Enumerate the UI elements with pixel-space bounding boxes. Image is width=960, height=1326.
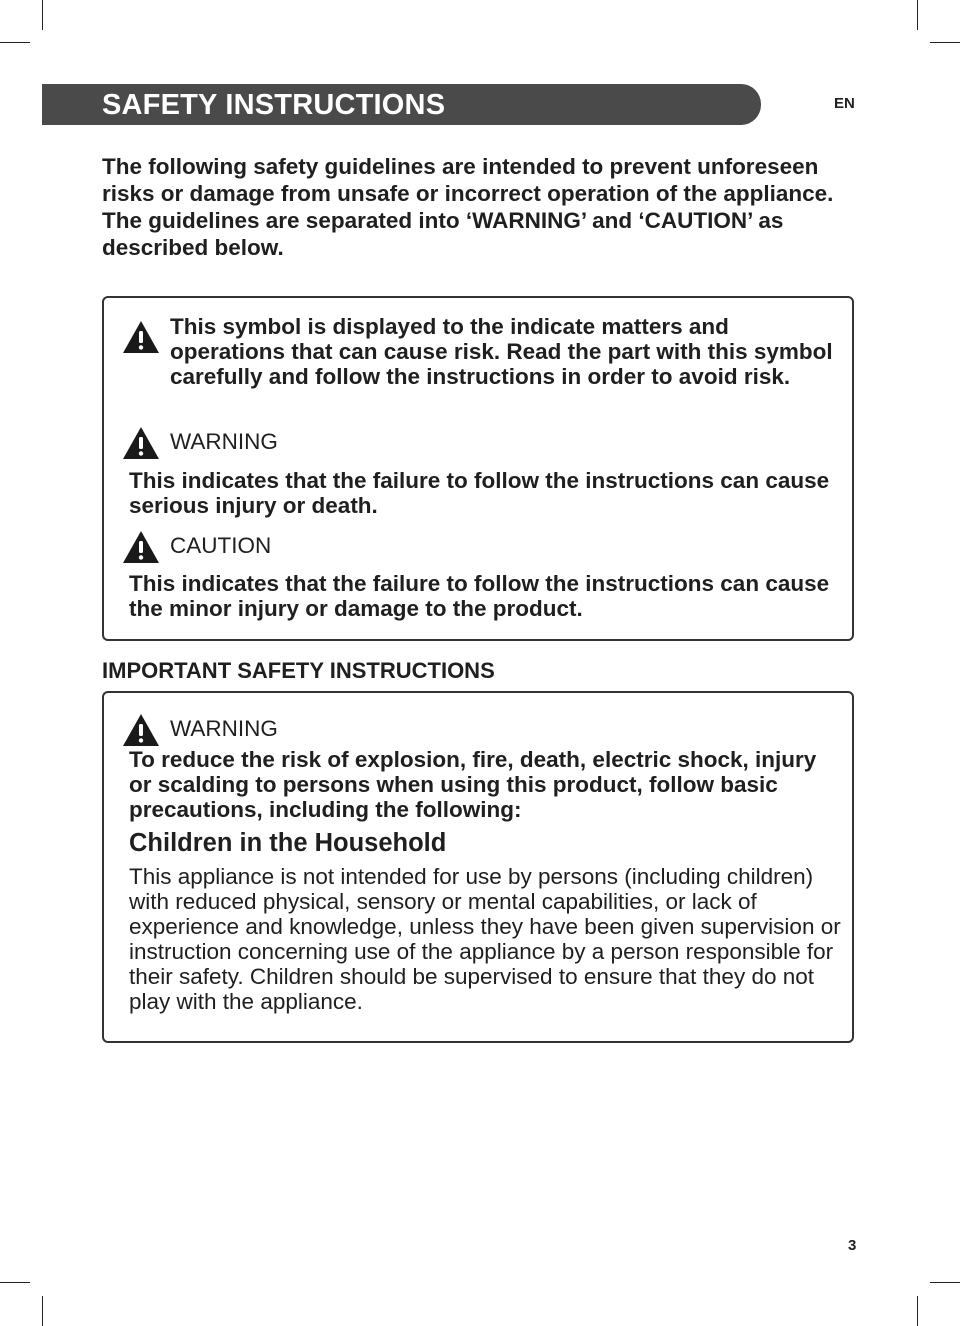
crop-mark: [42, 0, 43, 30]
warning-triangle-icon: [122, 713, 160, 747]
important-warning-box: [102, 691, 854, 1043]
warning-triangle-icon: [122, 320, 160, 354]
caution-label: CAUTION: [170, 533, 272, 558]
intro-text: [102, 153, 862, 261]
warning-triangle-icon: [122, 530, 160, 564]
symbol-description: This symbol is displayed to the indicate matters and operations that can cause risk. Read the part with this symbol carefully and follow the instructions in order to avoid risk.: [170, 314, 833, 389]
crop-mark: [930, 1282, 960, 1283]
header-bar: [42, 84, 761, 125]
language-label: EN: [834, 95, 855, 112]
crop-mark: [917, 0, 918, 30]
body-paragraph: This appliance is not intended for use by persons (including children) with reduced physical, sensory or mental capabilities, or lack of experience and knowledge, unless they have been given supervision or instruction concerning use of the appliance by a person responsible for their safety. Children should be supervised to ensure that they do not play with the appliance.: [129, 864, 841, 1014]
section-heading: IMPORTANT SAFETY INSTRUCTIONS: [102, 658, 495, 683]
crop-mark: [42, 1296, 43, 1326]
page-number: 3: [848, 1237, 857, 1254]
crop-mark: [0, 1282, 30, 1283]
intro-paragraph: The guidelines are separated into ‘WARNING’ and ‘CAUTION’ as described below.: [102, 208, 784, 260]
intro-paragraph: The following safety guidelines are intended to prevent unforeseen risks or damage from unsafe or incorrect operation of the appliance.: [102, 154, 834, 206]
page-title: SAFETY INSTRUCTIONS: [102, 89, 446, 121]
warning-label: WARNING: [170, 429, 278, 454]
warning-text: To reduce the risk of explosion, fire, death, electric shock, injury or scalding to persons when using this product, follow basic precautions, including the following:: [129, 747, 817, 822]
subsection-heading: Children in the Household: [129, 829, 447, 857]
caution-description: This indicates that the failure to follow the instructions can cause the minor injury or damage to the product.: [129, 571, 830, 621]
symbol-legend-box: [102, 296, 854, 641]
warning-triangle-icon: [122, 426, 160, 460]
crop-mark: [0, 42, 30, 43]
warning-label: WARNING: [170, 716, 278, 741]
crop-mark: [930, 42, 960, 43]
warning-description: This indicates that the failure to follow the instructions can cause serious injury or death.: [129, 468, 830, 518]
crop-mark: [917, 1296, 918, 1326]
